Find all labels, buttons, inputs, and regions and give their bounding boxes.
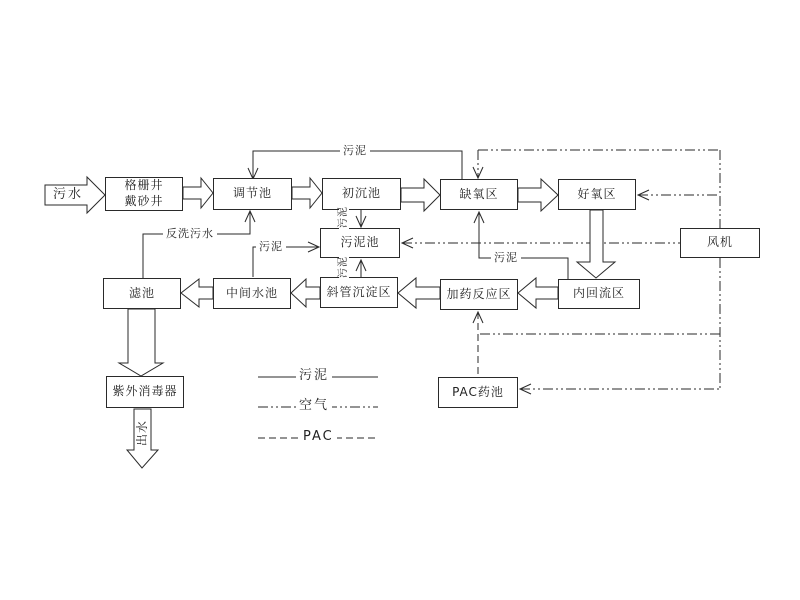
legend-label-air: 空气 xyxy=(296,398,332,414)
grid-well-label-line1: 格栅井 xyxy=(124,178,164,193)
node-pac-chemical-tank xyxy=(438,377,518,408)
backwash-line-filter-to-regulation xyxy=(143,211,255,278)
node-anoxic-zone xyxy=(440,179,518,210)
node-inclined-tube-settling-zone xyxy=(320,277,398,308)
uv-disinfector-label: 紫外消毒器 xyxy=(112,384,178,399)
sludge-label-intermediate: 污泥 xyxy=(256,240,286,253)
pac-chemical-tank-label: PAC药池 xyxy=(452,384,504,399)
primary-sedimentation-label: 初沉池 xyxy=(341,186,381,201)
regulation-tank-label: 调节池 xyxy=(232,186,272,201)
aerobic-zone-label: 好氧区 xyxy=(577,186,617,201)
node-uv-disinfector xyxy=(106,376,184,408)
node-intermediate-tank xyxy=(213,278,291,309)
flow-arrow-inclined-to-intermediate xyxy=(291,279,320,307)
flow-arrow-reflux-to-dosing xyxy=(518,278,558,308)
grid-well-label-line2: 戴砂井 xyxy=(124,194,164,208)
node-aerobic-zone xyxy=(558,179,636,210)
flow-arrow-dosing-to-inclined xyxy=(398,278,440,308)
node-filter-tank xyxy=(103,278,181,309)
sludge-line-primary-to-sludge-tank xyxy=(356,210,366,227)
inclined-tube-settling-label: 斜管沉淀区 xyxy=(326,284,392,299)
sludge-tank-label: 污泥池 xyxy=(340,235,380,250)
node-grid-well xyxy=(105,177,183,211)
flow-arrow-primary-to-anoxic xyxy=(401,179,440,211)
node-fan xyxy=(680,228,760,258)
node-primary-sedimentation-tank xyxy=(322,178,401,210)
air-line-to-anoxic xyxy=(473,150,720,178)
inflow-label: 污水 xyxy=(53,187,84,202)
flow-arrow-gridwell-to-regulation xyxy=(183,178,213,208)
node-regulation-tank xyxy=(213,178,292,210)
flow-arrow-intermediate-to-filter xyxy=(181,279,213,307)
fan-label: 风机 xyxy=(706,235,733,250)
anoxic-zone-label: 缺氧区 xyxy=(459,186,499,201)
dosing-reaction-label: 加药反应区 xyxy=(446,286,512,301)
sludge-label-reflux: 污泥 xyxy=(491,251,521,264)
sludge-label-primary-vertical: 污泥 xyxy=(338,206,349,228)
filter-tank-label: 滤池 xyxy=(128,285,155,300)
sludge-label-inclined-vertical: 污泥 xyxy=(338,256,349,278)
flow-arrow-aerobic-to-reflux xyxy=(577,210,615,278)
sludge-line-reflux-to-anoxic xyxy=(474,212,568,279)
outflow-label: 出水 xyxy=(135,419,150,447)
legend-label-sludge: 污泥 xyxy=(296,368,332,384)
legend-label-pac: PAC xyxy=(300,429,337,445)
air-line-to-sludge-tank xyxy=(402,238,680,248)
node-dosing-reaction-zone xyxy=(440,279,518,310)
flow-arrow-filter-to-uv xyxy=(119,309,163,376)
internal-reflux-label: 内回流区 xyxy=(572,286,625,301)
sludge-label-top: 污泥 xyxy=(340,144,370,157)
node-internal-reflux-zone xyxy=(558,279,640,309)
sludge-line-inclined-to-sludge-tank xyxy=(356,260,366,277)
intermediate-tank-label: 中间水池 xyxy=(225,285,278,300)
node-sludge-tank xyxy=(320,228,400,258)
air-line-to-aerobic xyxy=(638,190,720,200)
flow-arrow-regulation-to-primary xyxy=(292,178,322,208)
flow-arrow-anoxic-to-aerobic xyxy=(518,179,558,211)
air-line-to-pac-tank xyxy=(520,384,720,394)
backwash-water-label: 反洗污水 xyxy=(163,227,217,240)
pac-line-to-dosing-zone xyxy=(473,312,483,377)
